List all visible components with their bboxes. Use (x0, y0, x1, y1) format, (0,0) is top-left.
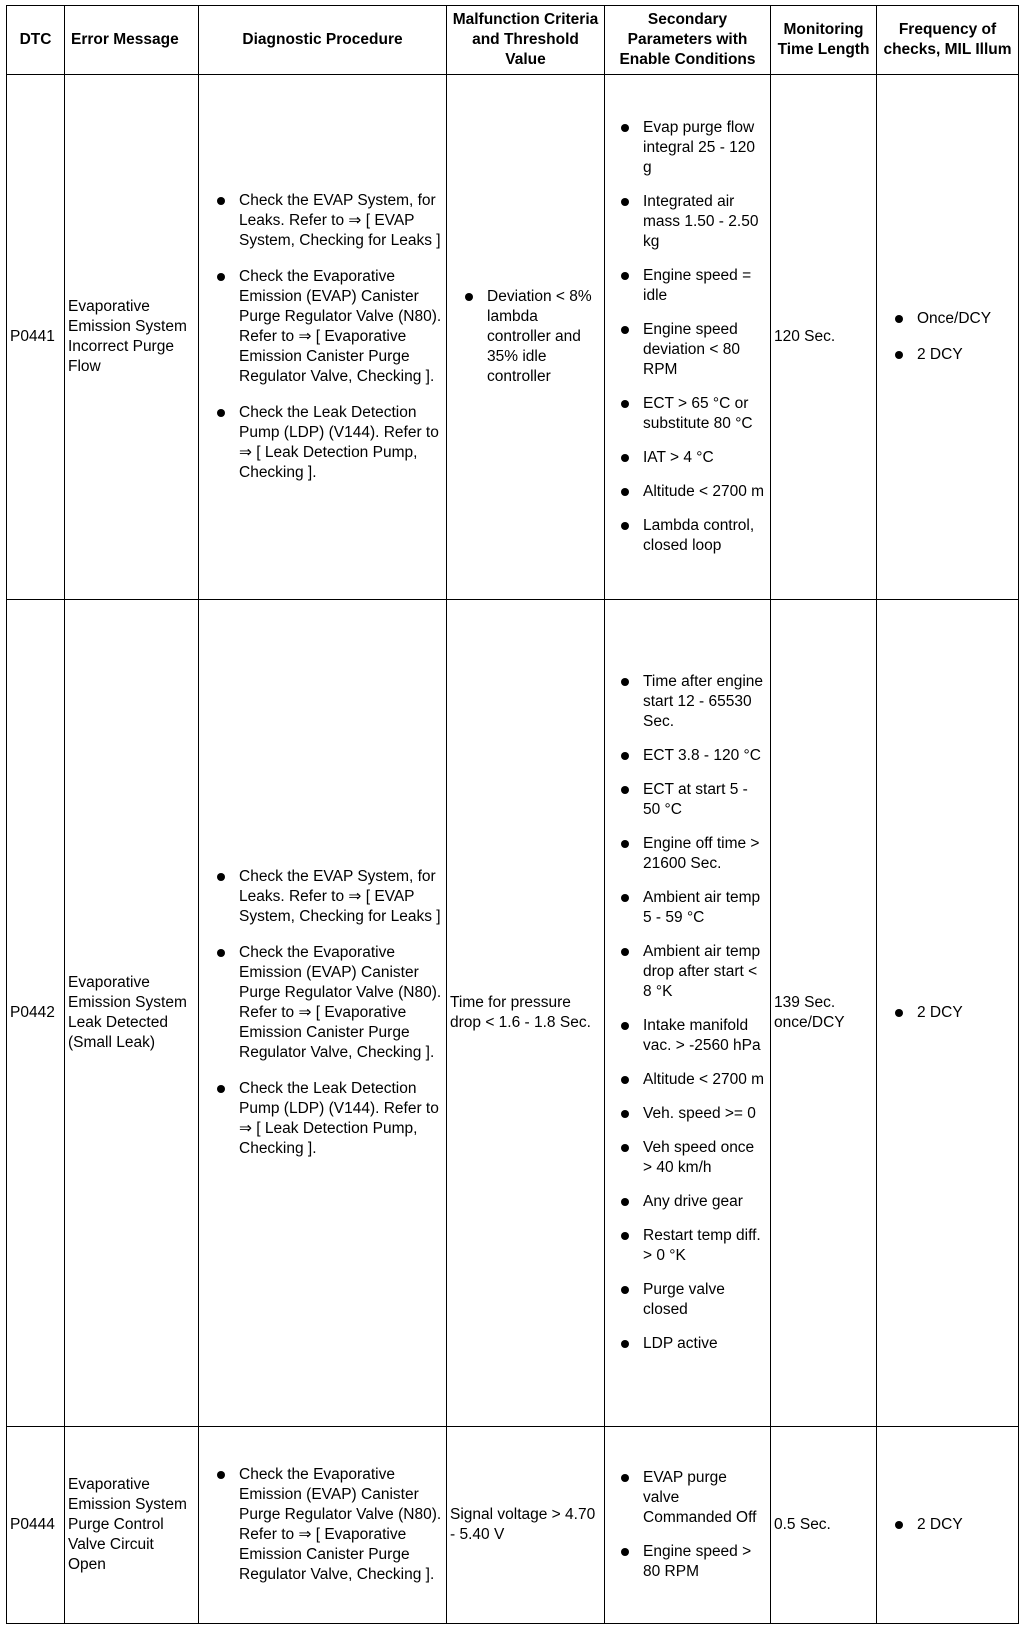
secondary-item: LDP active (621, 1334, 767, 1354)
monitoring-time: 120 Sec. (774, 328, 836, 345)
secondary-item: Purge valve closed (621, 1280, 767, 1320)
dtc-code: P0442 (10, 1004, 55, 1021)
procedure-item: Check the Evaporative Emission (EVAP) Canister Purge Regulator Valve (N80). Refer to ⇒ [ Evaporative Emission Canister Purge Regulator Valve, Checking ]. (217, 1465, 443, 1585)
frequency-cell (877, 75, 1019, 600)
procedure-item: Check the Evaporative Emission (EVAP) Canister Purge Regulator Valve (N80). Refer to ⇒ [ Evaporative Emission Canister Purge Regulator Valve, Checking ]. (217, 267, 443, 387)
frequency-item: 2 DCY (895, 1515, 1015, 1535)
frequency-list (880, 309, 1015, 365)
table-row (7, 600, 1019, 1427)
error-message-cell (65, 1427, 199, 1624)
dtc-cell (7, 1427, 65, 1624)
secondary-item: Ambient air temp 5 - 59 °C (621, 888, 767, 928)
secondary-item: Lambda control, closed loop (621, 516, 767, 556)
frequency-item: 2 DCY (895, 1003, 1015, 1023)
frequency-list (880, 1515, 1015, 1535)
frequency-cell (877, 1427, 1019, 1624)
secondary-item: EVAP purge valve Commanded Off (621, 1468, 767, 1528)
error-message-cell (65, 600, 199, 1427)
secondary-parameters-cell (605, 75, 771, 600)
secondary-item: Engine speed > 80 RPM (621, 1542, 767, 1582)
diagnostic-procedure-cell (199, 75, 447, 600)
dtc-cell (7, 75, 65, 600)
error-message: Evaporative Emission System Purge Control Valve Circuit Open (68, 1476, 187, 1573)
error-message-cell (65, 75, 199, 600)
header-frequency: Frequency of checks, MIL Illum (877, 6, 1019, 75)
criteria-text: Time for pressure drop < 1.6 - 1.8 Sec. (450, 994, 591, 1031)
procedure-item: Check the EVAP System, for Leaks. Refer to ⇒ [ EVAP System, Checking for Leaks ] (217, 191, 443, 251)
procedure-list (202, 1465, 443, 1585)
criteria-list (450, 287, 601, 387)
frequency-list (880, 1003, 1015, 1023)
malfunction-criteria-cell (447, 1427, 605, 1624)
header-error-message: Error Message (65, 6, 199, 75)
secondary-parameters-cell (605, 600, 771, 1427)
secondary-item: Any drive gear (621, 1192, 767, 1212)
dtc-table-wrapper (6, 5, 1019, 1624)
procedure-item: Check the Evaporative Emission (EVAP) Canister Purge Regulator Valve (N80). Refer to ⇒ [ Evaporative Emission Canister Purge Regulator Valve, Checking ]. (217, 943, 443, 1063)
secondary-item: ECT > 65 °C or substitute 80 °C (621, 394, 767, 434)
dtc-code: P0444 (10, 1516, 55, 1533)
header-secondary-parameters: Secondary Parameters with Enable Conditions (605, 6, 771, 75)
procedure-list (202, 191, 443, 483)
frequency-cell (877, 600, 1019, 1427)
secondary-list (608, 1468, 767, 1582)
secondary-item: Ambient air temp drop after start < 8 °K (621, 942, 767, 1002)
malfunction-criteria-cell (447, 75, 605, 600)
monitoring-time-cell (771, 75, 877, 600)
secondary-item: Engine speed = idle (621, 266, 767, 306)
secondary-item: Intake manifold vac. > -2560 hPa (621, 1016, 767, 1056)
secondary-item: Engine off time > 21600 Sec. (621, 834, 767, 874)
frequency-item: 2 DCY (895, 345, 1015, 365)
secondary-list (608, 118, 767, 556)
table-row (7, 1427, 1019, 1624)
secondary-item: Altitude < 2700 m (621, 1070, 767, 1090)
dtc-table (6, 5, 1019, 1624)
header-dtc: DTC (7, 6, 65, 75)
table-body (7, 75, 1019, 1624)
diagnostic-procedure-cell (199, 1427, 447, 1624)
error-message: Evaporative Emission System Incorrect Purge Flow (68, 298, 187, 375)
secondary-list (608, 672, 767, 1354)
table-row (7, 75, 1019, 600)
header-monitoring-time: Monitoring Time Length (771, 6, 877, 75)
secondary-item: Restart temp diff. > 0 °K (621, 1226, 767, 1266)
secondary-item: Integrated air mass 1.50 - 2.50 kg (621, 192, 767, 252)
header-diagnostic-procedure: Diagnostic Procedure (199, 6, 447, 75)
secondary-item: Time after engine start 12 - 65530 Sec. (621, 672, 767, 732)
frequency-item: Once/DCY (895, 309, 1015, 329)
malfunction-criteria-cell (447, 600, 605, 1427)
criteria-item: Deviation < 8% lambda controller and 35% idle controller (465, 287, 601, 387)
dtc-cell (7, 600, 65, 1427)
error-message: Evaporative Emission System Leak Detected (Small Leak) (68, 974, 187, 1051)
procedure-item: Check the EVAP System, for Leaks. Refer to ⇒ [ EVAP System, Checking for Leaks ] (217, 867, 443, 927)
header-row (7, 6, 1019, 75)
dtc-code: P0441 (10, 328, 55, 345)
secondary-item: Evap purge flow integral 25 - 120 g (621, 118, 767, 178)
procedure-item: Check the Leak Detection Pump (LDP) (V144). Refer to ⇒ [ Leak Detection Pump, Checking ]. (217, 1079, 443, 1159)
header-malfunction-criteria: Malfunction Criteria and Threshold Value (447, 6, 605, 75)
secondary-item: Veh. speed >= 0 (621, 1104, 767, 1124)
procedure-item: Check the Leak Detection Pump (LDP) (V144). Refer to ⇒ [ Leak Detection Pump, Checking ]. (217, 403, 443, 483)
secondary-item: Engine speed deviation < 80 RPM (621, 320, 767, 380)
secondary-item: ECT at start 5 - 50 °C (621, 780, 767, 820)
monitoring-time: 139 Sec. once/DCY (774, 994, 845, 1031)
procedure-list (202, 867, 443, 1159)
secondary-item: IAT > 4 °C (621, 448, 767, 468)
criteria-text: Signal voltage > 4.70 - 5.40 V (450, 1506, 596, 1543)
secondary-item: ECT 3.8 - 120 °C (621, 746, 767, 766)
diagnostic-procedure-cell (199, 600, 447, 1427)
monitoring-time-cell (771, 1427, 877, 1624)
monitoring-time-cell (771, 600, 877, 1427)
monitoring-time: 0.5 Sec. (774, 1516, 831, 1533)
secondary-parameters-cell (605, 1427, 771, 1624)
secondary-item: Veh speed once > 40 km/h (621, 1138, 767, 1178)
secondary-item: Altitude < 2700 m (621, 482, 767, 502)
